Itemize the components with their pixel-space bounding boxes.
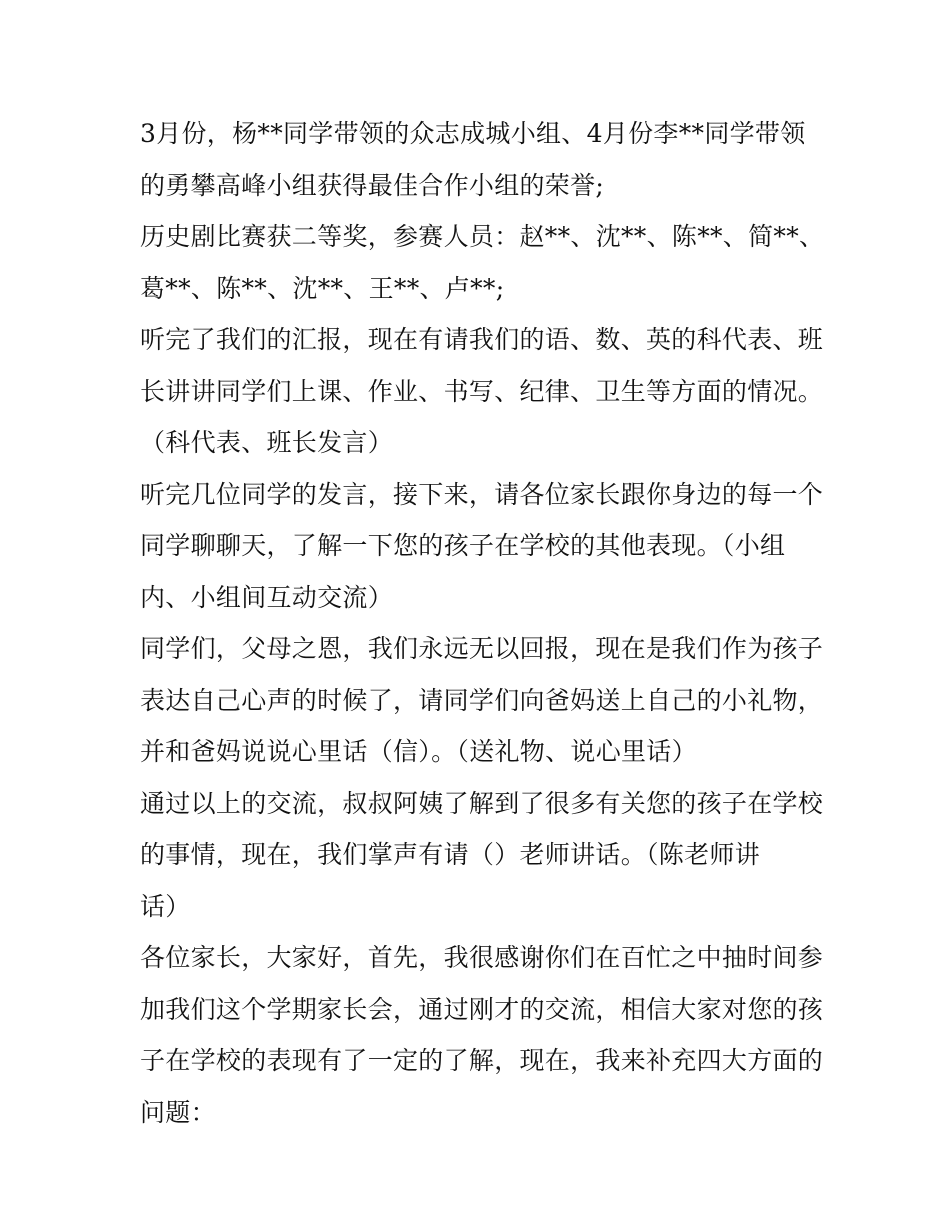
- text-line: 听完了我们的汇报，现在有请我们的语、数、英的科代表、班: [140, 325, 824, 354]
- text-line: 同学们，父母之恩，我们永远无以回报，现在是我们作为孩子: [140, 634, 824, 663]
- text-line: 加我们这个学期家长会，通过刚才的交流，相信大家对您的孩: [140, 994, 824, 1024]
- text-line: 内、小组间互动交流）: [140, 582, 394, 612]
- text-line: 葛**、陈**、沈**、王**、卢**;: [140, 273, 505, 303]
- text-line: 的勇攀高峰小组获得最佳合作小组的荣誉;: [140, 170, 605, 200]
- text-line: 表达自己心声的时候了，请同学们向爸妈送上自己的小礼物，: [140, 685, 824, 715]
- text-line: 3月份，杨**同学带领的众志成城小组、4月份李**同学带领: [140, 119, 806, 148]
- text-line: 听完几位同学的发言，接下来，请各位家长跟你身边的每一个: [140, 479, 824, 509]
- text-line: 通过以上的交流，叔叔阿姨了解到了很多有关您的孩子在学校: [140, 788, 824, 818]
- document-body: [140, 108, 825, 1138]
- text-line: 子在学校的表现有了一定的了解，现在，我来补充四大方面的: [140, 1046, 824, 1075]
- text-line: 同学聊聊天，了解一下您的孩子在学校的其他表现。（小组: [140, 531, 786, 560]
- text-line: 并和爸妈说说心里话（信）。（送礼物、说心里话）: [140, 737, 697, 766]
- text-line: 长讲讲同学们上课、作业、书写、纪律、卫生等方面的情况。: [140, 376, 824, 406]
- text-line: 各位家长，大家好，首先，我很感谢你们在百忙之中抽时间参: [140, 943, 824, 972]
- text-line: （科代表、班长发言）: [140, 428, 394, 457]
- text-line: 问题：: [140, 1097, 216, 1127]
- text-line: 历史剧比赛获二等奖，参赛人员：赵**、沈**、陈**、简**、: [140, 222, 825, 251]
- text-line: 的事情，现在，我们掌声有请（）老师讲话。（陈老师讲: [140, 840, 761, 869]
- text-line: 话）: [140, 891, 191, 921]
